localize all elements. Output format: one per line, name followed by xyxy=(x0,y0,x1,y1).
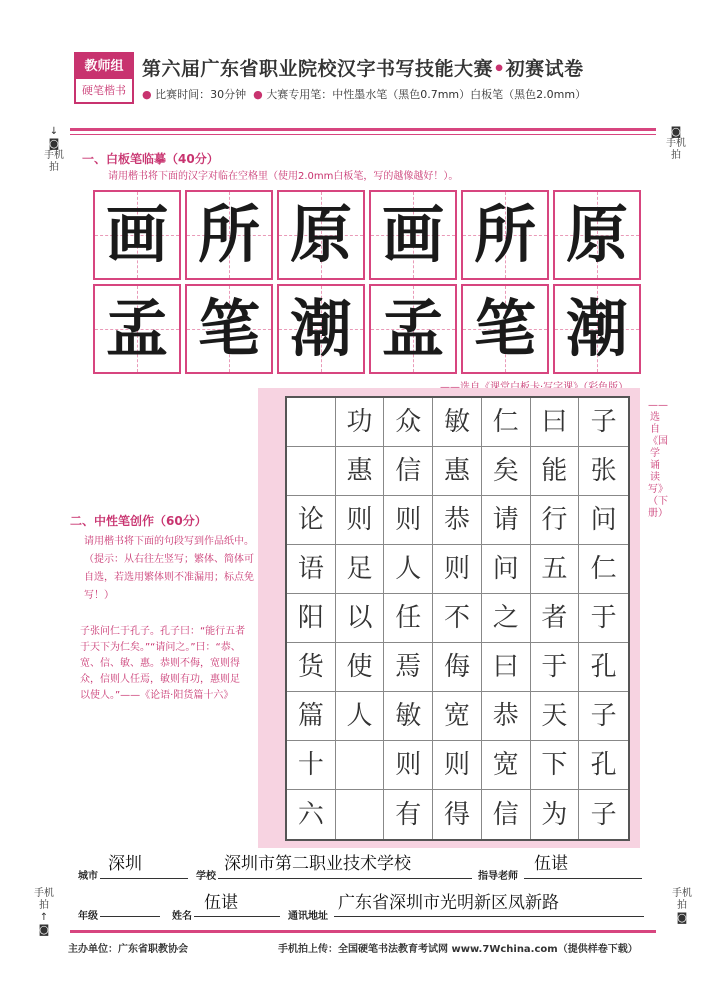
artwork-cell: 阳 xyxy=(287,594,336,643)
copy-char: 孟 xyxy=(105,292,168,365)
city-value: 深圳 xyxy=(108,854,142,874)
footer-upload: 手机拍上传：全国硬笔书法教育考试网 www.7Wchina.com（提供样卷下载） xyxy=(278,944,638,955)
artwork-cell: 以 xyxy=(336,594,385,643)
artwork-cell: 篇 xyxy=(287,692,336,741)
copy-char: 所 xyxy=(197,198,260,271)
title-separator: • xyxy=(493,58,506,80)
arrow-up-icon: ↑ xyxy=(39,912,49,923)
teacher-value: 伍谌 xyxy=(534,854,568,874)
artwork-cell: 则 xyxy=(433,741,482,790)
artwork-grid xyxy=(285,396,630,841)
artwork-cell: 仁 xyxy=(579,545,628,594)
artwork-cell: 论 xyxy=(287,496,336,545)
title-main: 第六届广东省职业院校汉字书写技能大赛 xyxy=(142,58,494,80)
artwork-cell: 敏 xyxy=(384,692,433,741)
artwork-cell: 则 xyxy=(433,545,482,594)
artwork-cell: 则 xyxy=(384,496,433,545)
section2-quote: 子张问仁于孔子。孔子曰：“能行五者于天下为仁矣。”“请问之。”曰：“恭、宽、信、敏、惠。恭则不侮，宽则得众，信则人任焉，敏则有功，惠则足以使人。”——《论语·阳货篇十六》 xyxy=(80,626,246,701)
phone-photo-label: 手机拍 xyxy=(44,150,64,173)
artwork-cell: 有 xyxy=(384,790,433,839)
artwork-cell xyxy=(287,398,336,447)
copy-char: 原 xyxy=(289,198,352,271)
name-line xyxy=(194,916,280,917)
bottom-divider xyxy=(70,930,656,933)
city-line xyxy=(100,878,188,879)
grid-cell xyxy=(461,190,549,280)
copy-char: 画 xyxy=(105,198,168,271)
section2-instruction: 请用楷书将下面的句段写到作品纸中。（提示：从右往左竖写；繁体、简体可自选，若选用繁体则不准漏用；标点免写！） xyxy=(84,536,254,601)
copy-char: 笔 xyxy=(197,292,260,365)
artwork-cell: 任 xyxy=(384,594,433,643)
artwork-cell: 行 xyxy=(531,496,580,545)
badge-style-label: 硬笔楷书 xyxy=(82,84,126,97)
artwork-cell: 惠 xyxy=(336,447,385,496)
artwork-cell: 众 xyxy=(384,398,433,447)
artwork-cell: 于 xyxy=(579,594,628,643)
school-line xyxy=(218,878,472,879)
teacher-label: 指导老师 xyxy=(478,871,518,882)
grade-label: 年级 xyxy=(78,911,98,922)
artwork-cell: 请 xyxy=(482,496,531,545)
artwork-cell: 子 xyxy=(579,398,628,447)
address-label: 通讯地址 xyxy=(288,911,328,922)
artwork-cell xyxy=(287,447,336,496)
grade-line xyxy=(100,916,160,917)
page-title xyxy=(142,54,584,81)
artwork-cell: 人 xyxy=(384,545,433,594)
camera-icon: ◙ xyxy=(48,137,60,150)
artwork-cell: 使 xyxy=(336,643,385,692)
artwork-cell: 不 xyxy=(433,594,482,643)
artwork-cell: 惠 xyxy=(433,447,482,496)
name-field xyxy=(172,904,192,923)
badge-group-label: 教师组 xyxy=(76,54,132,79)
camera-icon: ◙ xyxy=(38,923,50,936)
exam-info xyxy=(142,86,586,102)
top-divider-thin xyxy=(70,134,656,135)
artwork-cell: 下 xyxy=(531,741,580,790)
artwork-cell: 敏 xyxy=(433,398,482,447)
grid-cell xyxy=(369,190,457,280)
grid-cell xyxy=(553,190,641,280)
artwork-cell: 恭 xyxy=(482,692,531,741)
teacher-line xyxy=(524,878,642,879)
phone-photo-label: 手机拍 xyxy=(672,888,692,911)
artwork-cell: 仁 xyxy=(482,398,531,447)
grid-cell xyxy=(369,284,457,374)
copy-char: 潮 xyxy=(289,292,352,365)
artwork-cell: 六 xyxy=(287,790,336,839)
bullet-icon: ● xyxy=(253,88,263,101)
exam-pen: 大赛专用笔：中性墨水笔（黑色0.7mm）白板笔（黑色2.0mm） xyxy=(266,88,587,101)
artwork-cell: 之 xyxy=(482,594,531,643)
artwork-cell: 足 xyxy=(336,545,385,594)
school-label: 学校 xyxy=(196,871,216,882)
artwork-cell: 矣 xyxy=(482,447,531,496)
city-field xyxy=(78,864,98,883)
artwork-cell: 于 xyxy=(531,643,580,692)
school-field xyxy=(196,864,216,883)
camera-icon: ◙ xyxy=(676,911,688,924)
artwork-cell: 人 xyxy=(336,692,385,741)
artwork-cell: 宽 xyxy=(433,692,482,741)
artwork-cell: 张 xyxy=(579,447,628,496)
artwork-cell: 曰 xyxy=(482,643,531,692)
grid-cell xyxy=(185,284,273,374)
artwork-cell: 信 xyxy=(384,447,433,496)
section2-title: 二、中性笔创作（60分） xyxy=(70,514,207,528)
section2-vertical-source: ——选自《国学诵读写》（下册） xyxy=(648,400,668,519)
artwork-cell xyxy=(336,741,385,790)
grid-cell xyxy=(553,284,641,374)
artwork-cell: 得 xyxy=(433,790,482,839)
artwork-cell: 焉 xyxy=(384,643,433,692)
artwork-cell: 子 xyxy=(579,692,628,741)
artwork-cell: 子 xyxy=(590,799,617,830)
exam-time: 比赛时间：30分钟 xyxy=(155,88,247,101)
teacher-field xyxy=(478,864,518,883)
grid-cell xyxy=(277,284,365,374)
name-value: 伍谌 xyxy=(204,893,238,913)
artwork-cell: 恭 xyxy=(433,496,482,545)
copy-char: 潮 xyxy=(565,292,628,365)
section1-instruction: 请用楷书将下面的汉字对临在空格里（使用2.0mm白板笔，写的越像越好！）。 xyxy=(108,171,459,182)
section2-info xyxy=(70,512,256,605)
artwork-cell: 问 xyxy=(579,496,628,545)
section1-title: 一、白板笔临摹（40分） xyxy=(82,152,219,166)
grid-cell xyxy=(277,190,365,280)
side-marker-bottom-left xyxy=(34,888,54,936)
copy-char: 所 xyxy=(473,198,536,271)
artwork-cell: 功 xyxy=(336,398,385,447)
city-label: 城市 xyxy=(78,871,98,882)
phone-photo-label: 手机拍 xyxy=(34,888,54,911)
side-marker-bottom-right xyxy=(672,888,692,924)
grade-field xyxy=(78,904,98,923)
artwork-cell: 曰 xyxy=(531,398,580,447)
grid-cell xyxy=(185,190,273,280)
arrow-down-icon: ↓ xyxy=(49,126,59,137)
name-label: 姓名 xyxy=(172,911,192,922)
artwork-cell xyxy=(336,790,385,839)
teacher-group-badge xyxy=(74,52,134,104)
camera-icon: ◙ xyxy=(670,125,682,138)
title-end: 初赛试卷 xyxy=(505,58,584,80)
artwork-cell: 信 xyxy=(482,790,531,839)
address-line xyxy=(334,916,644,917)
artwork-cell: 则 xyxy=(384,741,433,790)
grid-cell xyxy=(93,284,181,374)
side-marker-top-left xyxy=(44,126,64,174)
artwork-cell: 天 xyxy=(531,692,580,741)
artwork-cell: 为 xyxy=(531,790,580,839)
phone-photo-label: 手机拍 xyxy=(666,138,686,161)
artwork-cell: 宽 xyxy=(482,741,531,790)
artwork-cell: 语 xyxy=(287,545,336,594)
artwork-cell: 则 xyxy=(336,496,385,545)
artwork-cell: 五 xyxy=(531,545,580,594)
copy-char: 画 xyxy=(381,198,444,271)
side-marker-top-right xyxy=(666,126,686,162)
bullet-icon: ● xyxy=(142,88,152,101)
copy-char: 笔 xyxy=(473,292,536,365)
copy-grid xyxy=(93,190,641,374)
artwork-cell: 十 xyxy=(287,741,336,790)
top-divider xyxy=(70,128,656,131)
school-value: 深圳市第二职业技术学校 xyxy=(224,854,411,874)
grid-cell xyxy=(461,284,549,374)
copy-char: 原 xyxy=(565,198,628,271)
artwork-cell: 侮 xyxy=(433,643,482,692)
footer-host: 主办单位：广东省职教协会 xyxy=(68,944,188,955)
address-field xyxy=(288,904,328,923)
artwork-cell: 问 xyxy=(482,545,531,594)
artwork-cell: 货 xyxy=(287,643,336,692)
copy-char: 孟 xyxy=(381,292,444,365)
artwork-cell: 者 xyxy=(531,594,580,643)
address-value: 广东省深圳市光明新区凤新路 xyxy=(338,893,559,913)
artwork-cell: 能 xyxy=(531,447,580,496)
artwork-cell: 孔 xyxy=(579,741,628,790)
grid-cell xyxy=(93,190,181,280)
artwork-cell: 孔 xyxy=(579,643,628,692)
